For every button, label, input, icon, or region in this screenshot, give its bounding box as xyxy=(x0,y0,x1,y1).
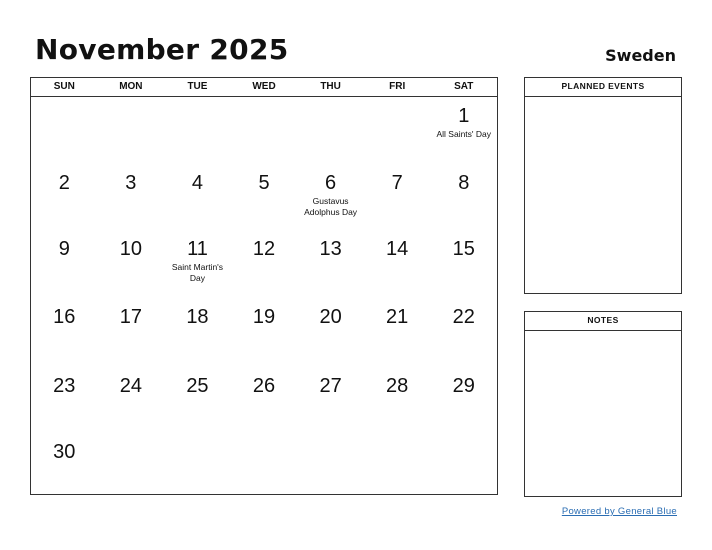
day-cell[interactable] xyxy=(297,230,364,298)
day-cell xyxy=(297,97,364,164)
day-number: 6 xyxy=(325,172,337,194)
day-cell[interactable] xyxy=(430,298,497,367)
day-number: 24 xyxy=(119,375,142,397)
day-of-week-thu: THU xyxy=(320,81,341,92)
day-cell[interactable] xyxy=(164,164,231,230)
day-cell[interactable] xyxy=(164,298,231,367)
day-of-week-fri: FRI xyxy=(389,81,406,92)
planned-events-header: PLANNED EVENTS xyxy=(525,78,681,97)
day-number: 3 xyxy=(125,172,137,194)
day-cell xyxy=(231,97,298,164)
day-number: 10 xyxy=(119,238,142,260)
day-cell[interactable] xyxy=(297,367,364,433)
day-of-week-sun: SUN xyxy=(53,81,75,92)
week-row xyxy=(31,97,497,164)
day-cell[interactable] xyxy=(430,164,497,230)
day-cell[interactable] xyxy=(98,164,165,230)
day-cell[interactable] xyxy=(430,97,497,164)
planned-events-panel xyxy=(524,77,682,294)
day-number: 13 xyxy=(319,238,342,260)
day-cell[interactable] xyxy=(231,298,298,367)
day-cell[interactable] xyxy=(430,230,497,298)
day-number: 14 xyxy=(386,238,409,260)
holiday-label: Gustavus Adolphus Day xyxy=(304,196,358,217)
day-cell xyxy=(364,97,431,164)
week-row xyxy=(31,164,497,230)
day-cell[interactable] xyxy=(164,367,231,433)
day-cell[interactable] xyxy=(31,433,98,496)
day-cell[interactable] xyxy=(31,164,98,230)
day-cell[interactable] xyxy=(31,367,98,433)
day-of-week-mon: MON xyxy=(119,81,143,92)
week-row xyxy=(31,433,497,496)
day-number: 1 xyxy=(458,105,470,127)
day-cell xyxy=(98,433,165,496)
day-cell xyxy=(297,433,364,496)
day-number: 8 xyxy=(458,172,470,194)
day-cell xyxy=(164,97,231,164)
day-cell[interactable] xyxy=(231,230,298,298)
day-cell[interactable] xyxy=(231,367,298,433)
day-cell xyxy=(164,433,231,496)
day-number: 16 xyxy=(53,306,76,328)
day-of-week-tue: TUE xyxy=(187,81,208,92)
day-cell[interactable] xyxy=(31,298,98,367)
day-cell[interactable] xyxy=(297,298,364,367)
day-number: 17 xyxy=(119,306,142,328)
day-of-week-wed: WED xyxy=(252,81,276,92)
day-cell[interactable] xyxy=(364,298,431,367)
day-cell[interactable] xyxy=(98,230,165,298)
day-cell xyxy=(364,433,431,496)
country-label: Sweden xyxy=(605,46,676,65)
day-cell[interactable] xyxy=(430,367,497,433)
day-number: 15 xyxy=(452,238,475,260)
day-number: 19 xyxy=(252,306,276,328)
week-row xyxy=(31,367,497,433)
day-cell[interactable] xyxy=(31,230,98,298)
day-number: 18 xyxy=(186,306,209,328)
day-number: 11 xyxy=(187,238,208,260)
day-cell xyxy=(231,433,298,496)
day-number: 28 xyxy=(386,375,409,397)
day-number: 29 xyxy=(452,375,475,397)
day-number: 27 xyxy=(319,375,342,397)
day-number: 26 xyxy=(252,375,276,397)
day-of-week-header xyxy=(31,78,497,97)
day-number: 7 xyxy=(391,172,403,194)
holiday-label: Saint Martin's Day xyxy=(171,262,224,283)
day-number: 5 xyxy=(258,172,270,194)
day-number: 21 xyxy=(386,306,409,328)
calendar-weeks xyxy=(31,97,497,496)
day-cell[interactable] xyxy=(98,298,165,367)
day-number: 9 xyxy=(58,238,70,260)
day-cell[interactable] xyxy=(98,367,165,433)
day-number: 22 xyxy=(452,306,475,328)
day-cell xyxy=(31,97,98,164)
day-number: 4 xyxy=(191,172,203,194)
week-row xyxy=(31,298,497,367)
day-number: 23 xyxy=(53,375,76,397)
day-number: 25 xyxy=(186,375,209,397)
day-number: 20 xyxy=(319,306,342,328)
day-cell[interactable] xyxy=(297,164,364,230)
day-number: 12 xyxy=(252,238,276,260)
day-cell xyxy=(98,97,165,164)
day-cell[interactable] xyxy=(364,164,431,230)
day-number: 30 xyxy=(53,441,76,463)
day-cell[interactable] xyxy=(231,164,298,230)
day-cell[interactable] xyxy=(364,367,431,433)
calendar-grid xyxy=(30,77,498,495)
powered-by-link[interactable]: Powered by General Blue xyxy=(561,506,677,517)
day-number: 2 xyxy=(58,172,70,194)
notes-header: NOTES xyxy=(525,312,681,331)
day-cell xyxy=(430,433,497,496)
page-title: November 2025 xyxy=(35,33,289,66)
week-row xyxy=(31,230,497,298)
day-cell[interactable] xyxy=(364,230,431,298)
notes-panel xyxy=(524,311,682,497)
day-of-week-sat: SAT xyxy=(454,81,474,92)
day-cell[interactable] xyxy=(164,230,231,298)
holiday-label: All Saints' Day xyxy=(436,129,492,139)
